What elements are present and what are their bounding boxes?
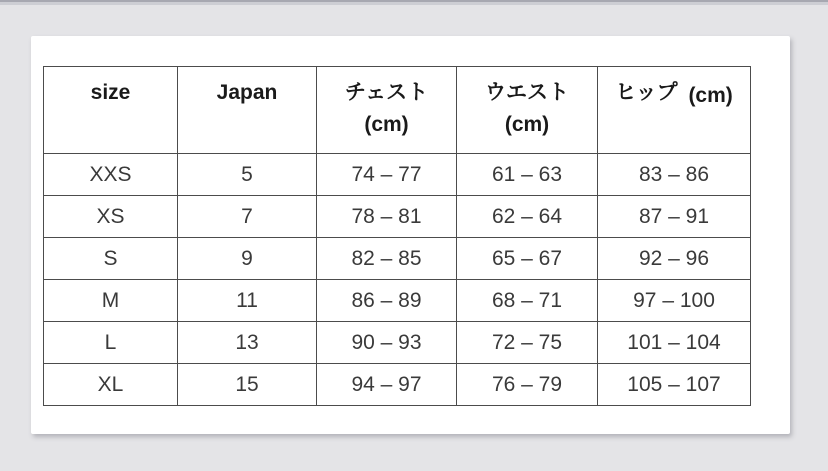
- column-label: チェスト: [344, 81, 429, 104]
- table-row: [44, 322, 751, 364]
- column-label: size: [90, 81, 131, 104]
- size-cell: S: [44, 238, 178, 280]
- hip-cell: 87 – 91: [598, 196, 751, 238]
- size-cell: XL: [44, 364, 178, 406]
- column-header-size: [44, 67, 178, 154]
- japan-cell: 15: [178, 364, 317, 406]
- size-cell: XXS: [44, 154, 178, 196]
- table-row: [44, 238, 751, 280]
- size-chart-card: [31, 36, 790, 434]
- japan-cell: 7: [178, 196, 317, 238]
- size-conversion-table: [43, 66, 751, 406]
- table-row: [44, 154, 751, 196]
- chest-cell: 94 – 97: [317, 364, 457, 406]
- hip-cell: 92 – 96: [598, 238, 751, 280]
- chest-cell: 74 – 77: [317, 154, 457, 196]
- japan-cell: 5: [178, 154, 317, 196]
- hip-cell: 83 – 86: [598, 154, 751, 196]
- table-row: [44, 364, 751, 406]
- header-row: [44, 67, 751, 154]
- size-cell: XS: [44, 196, 178, 238]
- column-header-japan: [178, 67, 317, 154]
- waist-cell: 72 – 75: [457, 322, 598, 364]
- column-label: ウエスト: [485, 81, 569, 104]
- column-label: ヒップ: [615, 81, 678, 104]
- waist-cell: 62 – 64: [457, 196, 598, 238]
- column-label: Japan: [216, 81, 278, 104]
- chest-cell: 90 – 93: [317, 322, 457, 364]
- waist-cell: 65 – 67: [457, 238, 598, 280]
- size-cell: M: [44, 280, 178, 322]
- column-unit: (cm): [688, 84, 733, 107]
- chest-cell: 86 – 89: [317, 280, 457, 322]
- waist-cell: 68 – 71: [457, 280, 598, 322]
- chest-cell: 78 – 81: [317, 196, 457, 238]
- column-header-waist: [457, 67, 598, 154]
- hip-cell: 97 – 100: [598, 280, 751, 322]
- japan-cell: 13: [178, 322, 317, 364]
- window-chrome-strip: [0, 0, 828, 6]
- japan-cell: 11: [178, 280, 317, 322]
- column-header-hip: [598, 67, 751, 154]
- column-header-chest: [317, 67, 457, 154]
- chest-cell: 82 – 85: [317, 238, 457, 280]
- waist-cell: 61 – 63: [457, 154, 598, 196]
- column-unit: (cm): [504, 112, 550, 136]
- waist-cell: 76 – 79: [457, 364, 598, 406]
- size-cell: L: [44, 322, 178, 364]
- japan-cell: 9: [178, 238, 317, 280]
- hip-cell: 105 – 107: [598, 364, 751, 406]
- column-unit: (cm): [364, 112, 409, 136]
- table-row: [44, 196, 751, 238]
- hip-cell: 101 – 104: [598, 322, 751, 364]
- table-row: [44, 280, 751, 322]
